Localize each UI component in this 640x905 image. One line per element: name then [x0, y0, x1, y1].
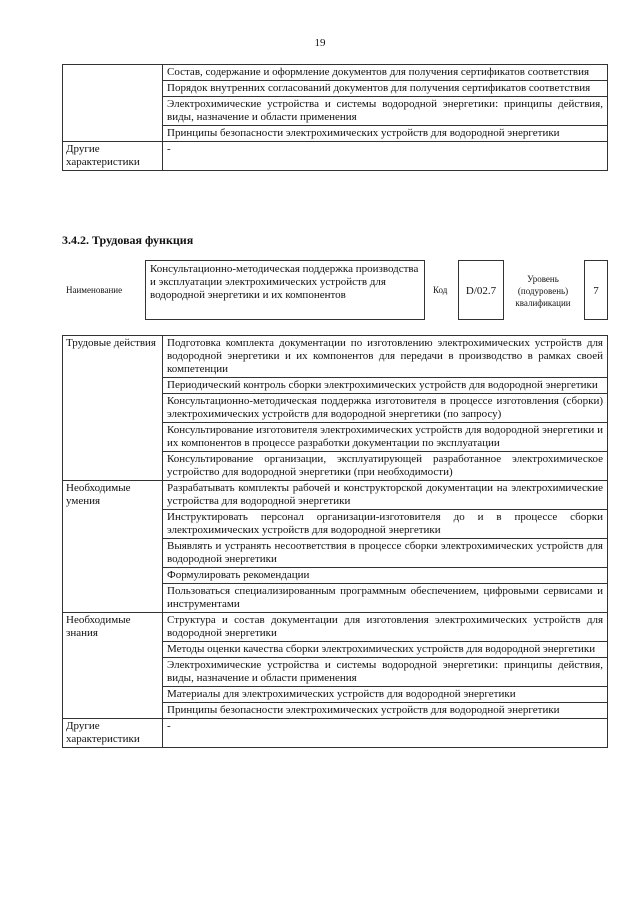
other-characteristics-value: -: [163, 142, 608, 171]
table-row: [63, 613, 608, 642]
knowledge-item: Принципы безопасности электрохимических устройств для водородной энергетики: [163, 703, 608, 719]
qualification-level: 7: [584, 260, 608, 320]
knowledge-item: Принципы безопасности электрохимических устройств для водородной энергетики: [163, 126, 608, 142]
table-row: [63, 336, 608, 378]
table-row: [63, 142, 608, 171]
labor-actions-label: Трудовые действия: [63, 336, 163, 481]
knowledge-item: Структура и состав документации для изготовления электрохимических устройств для водородной энергетики: [163, 613, 608, 642]
knowledge-item: Материалы для электрохимических устройств для водородной энергетики: [163, 687, 608, 703]
function-name: Консультационно-методическая поддержка производства и эксплуатации электрохимических устройств для водородной энергетики и их компонентов: [145, 260, 425, 320]
skill-item: Разрабатывать комплекты рабочей и конструкторской документации на электрохимические устройства для водородной энергетики: [163, 481, 608, 510]
skill-item: Пользоваться специализированным программным обеспечением, цифровыми сервисами и инструментами: [163, 584, 608, 613]
other-characteristics-label: Другие характеристики: [63, 719, 163, 748]
skill-item: Выявлять и устранять несоответствия в процессе сборки электрохимических устройств для водородной энергетики: [163, 539, 608, 568]
labor-action-item: Консультирование изготовителя электрохимических устройств для водородной энергетики и их компонентов в процессе разработки документации по эксплуатации: [163, 423, 608, 452]
labor-action-item: Периодический контроль сборки электрохимических устройств для водородной энергетики: [163, 378, 608, 394]
required-knowledge-label: Необходимые знания: [63, 613, 163, 719]
labor-action-item: Консультирование организации, эксплуатирующей разработанное электрохимическое устройство для водородной энергетики (при необходимости): [163, 452, 608, 481]
page-number: 19: [314, 37, 326, 49]
other-characteristics-value: -: [163, 719, 608, 748]
knowledge-item: Состав, содержание и оформление документов для получения сертификатов соответствия: [163, 65, 608, 81]
name-label: Наименование: [66, 285, 123, 295]
table-row: [63, 719, 608, 748]
continued-label-cell: [63, 65, 163, 142]
previous-function-table: [62, 64, 608, 171]
labor-action-item: Консультационно-методическая поддержка изготовителя в процессе изготовления (сборки) электрохимических устройств для водородной энергетики (по запросу): [163, 394, 608, 423]
section-title: 3.4.2. Трудовая функция: [62, 233, 194, 247]
knowledge-item: Методы оценки качества сборки электрохимических устройств для водородной энергетики: [163, 642, 608, 658]
skill-item: Формулировать рекомендации: [163, 568, 608, 584]
table-row: [63, 65, 608, 81]
table-row: [63, 481, 608, 510]
other-characteristics-label: Другие характеристики: [63, 142, 163, 171]
labor-action-item: Подготовка комплекта документации по изготовлению электрохимических устройств для водородной энергетики и их компонентов для передачи в производство в рамках своей компетенции: [163, 336, 608, 378]
function-code: D/02.7: [458, 260, 504, 320]
knowledge-item: Электрохимические устройства и системы водородной энергетики: принципы действия, виды, назначение и области применения: [163, 658, 608, 687]
knowledge-item: Электрохимические устройства и системы водородной энергетики: принципы действия, виды, назначение и области применения: [163, 97, 608, 126]
qualification-level-label: Уровень (подуровень) квалификации: [515, 274, 571, 308]
skill-item: Инструктировать персонал организации-изготовителя до и в процессе сборки электрохимических устройств для водородной энергетики: [163, 510, 608, 539]
required-skills-label: Необходимые умения: [63, 481, 163, 613]
code-label: Код: [433, 285, 448, 295]
labor-function-table: [62, 335, 608, 748]
knowledge-item: Порядок внутренних согласований документов для получения сертификатов соответствия: [163, 81, 608, 97]
